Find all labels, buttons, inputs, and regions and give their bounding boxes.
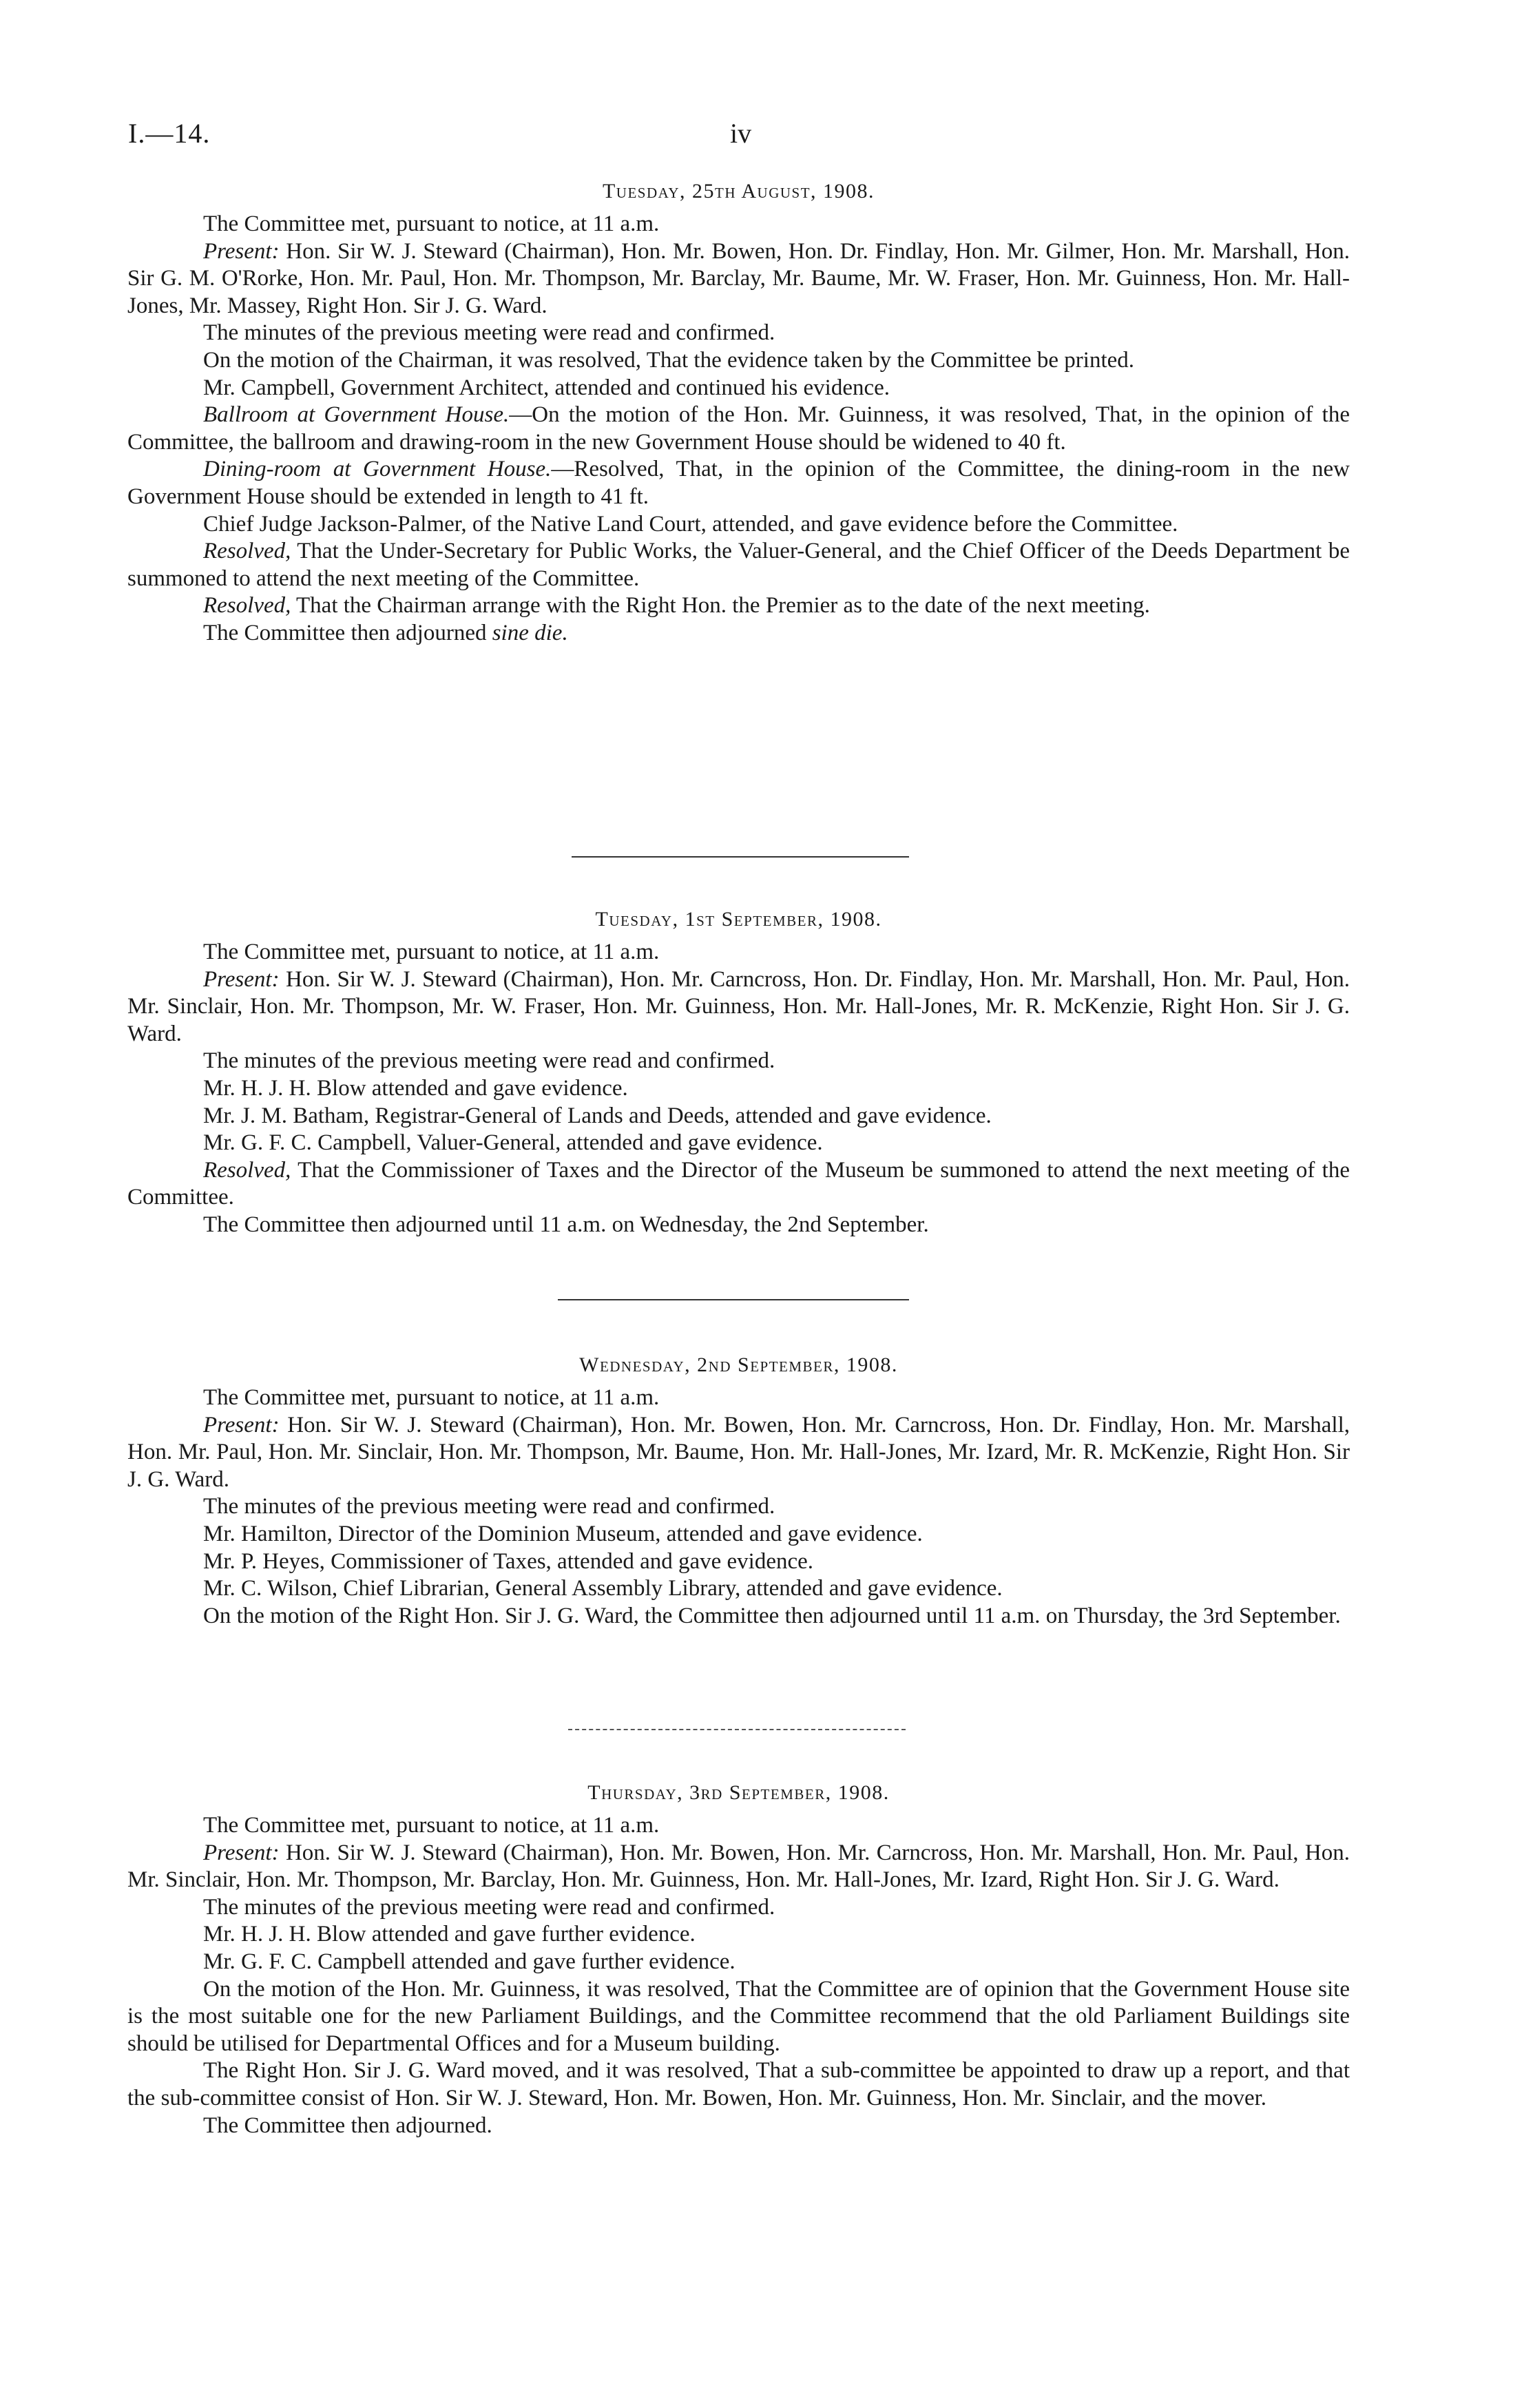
paragraph: On the motion of the Chairman, it was resolved, That the evidence taken by the Committee be printed.	[203, 347, 1135, 373]
paragraph: The Committee met, pursuant to notice, at 11 a.m.	[203, 1385, 660, 1410]
paragraph: The minutes of the previous meeting were read and confirmed.	[203, 1048, 775, 1074]
paragraph: Mr. H. J. H. Blow attended and gave evidence.	[203, 1075, 628, 1101]
meeting-title: Wednesday, 2nd September, 1908.	[579, 1353, 898, 1376]
section-divider	[572, 856, 909, 858]
paragraph: The minutes of the previous meeting were read and confirmed.	[203, 1494, 775, 1519]
page-reference: I.—14.	[128, 118, 211, 149]
paragraph: Mr. G. F. C. Campbell, Valuer-General, attended and gave evidence.	[203, 1130, 823, 1156]
paragraph: The Committee met, pursuant to notice, at 11 a.m.	[203, 940, 660, 964]
paragraph: Mr. G. F. C. Campbell attended and gave further evidence.	[203, 1949, 735, 1974]
paragraph: Mr. C. Wilson, Chief Librarian, General Assembly Library, attended and gave evidence.	[203, 1576, 1003, 1601]
adjourned-paragraph: The Committee then adjourned until 11 a.m. on Wednesday, the 2nd September.	[203, 1212, 929, 1237]
paragraph: Mr. J. M. Batham, Registrar-General of Lands and Deeds, attended and gave evidence.	[203, 1103, 992, 1128]
resolved-paragraph: Resolved, That the Commissioner of Taxes and the Director of the Museum be summoned to attend the next meeting of the Committee.	[127, 1157, 1350, 1210]
resolution-paragraph: On the motion of the Hon. Mr. Guinness, it was resolved, That the Committee are of opinion that the Government House site is the most suitable one for the new Parliament Buildings, and the Committee recommend that the old Parliament Buildings site should be utilised for Departmental Offices and for a Museum building.	[127, 1976, 1350, 2056]
meeting-2-september	[127, 1351, 1350, 1630]
ballroom-paragraph: Ballroom at Government House.—On the motion of the Hon. Mr. Guinness, it was resolved, That, in the opinion of the Committee, the ballroom and drawing-room in the new Government House should be widened to 40 ft.	[127, 402, 1350, 455]
paragraph: Chief Judge Jackson-Palmer, of the Native Land Court, attended, and gave evidence before the Committee.	[203, 511, 1178, 537]
adjourned-paragraph: The Committee then adjourned.	[203, 2113, 492, 2138]
present-paragraph: Present: Hon. Sir W. J. Steward (Chairman), Hon. Mr. Bowen, Hon. Mr. Carncross, Hon. Mr. Marshall, Hon. Mr. Paul, Hon. Mr. Sinclair, Hon. Mr. Thompson, Mr. Barclay, Hon. Mr. Guinness, Hon. Mr. Hall-Jones, Mr. Izard, Right Hon. Sir J. G. Ward.	[127, 1840, 1350, 1893]
paragraph: The minutes of the previous meeting were read and confirmed.	[203, 320, 775, 346]
resolved-paragraph: Resolved, That the Chairman arrange with the Right Hon. the Premier as to the date of the next meeting.	[203, 593, 1150, 619]
resolved-paragraph: Resolved, That the Under-Secretary for Public Works, the Valuer-General, and the Chief Officer of the Deeds Department be summoned to attend the next meeting of the Committee.	[127, 539, 1350, 591]
page-header	[124, 117, 1350, 158]
subcommittee-paragraph: The Right Hon. Sir J. G. Ward moved, and it was resolved, That a sub-committee be appointed to draw up a report, and that the sub-committee consist of Hon. Sir W. J. Steward, Hon. Mr. Bowen, Hon. Mr. Guinness, Hon. Mr. Sinclair, and the mover.	[127, 2058, 1350, 2110]
present-paragraph: Present: Hon. Sir W. J. Steward (Chairman), Hon. Mr. Carncross, Hon. Dr. Findlay, Hon. Mr. Marshall, Hon. Mr. Paul, Hon. Mr. Sinclair, Hon. Mr. Thompson, Mr. W. Fraser, Hon. Mr. Guinness, Hon. Mr. Hall-Jones, Mr. R. McKenzie, Right Hon. Sir J. G. Ward.	[127, 966, 1350, 1046]
meeting-25-august	[127, 178, 1350, 647]
meeting-1-september	[127, 906, 1350, 1239]
meeting-3-september	[127, 1779, 1350, 2139]
paragraph: Mr. H. J. H. Blow attended and gave further evidence.	[203, 1922, 696, 1947]
paragraph: The Committee met, pursuant to notice, at 11 a.m.	[203, 1813, 660, 1838]
meeting-title: Tuesday, 1st September, 1908.	[595, 908, 882, 931]
meeting-title: Thursday, 3rd September, 1908.	[587, 1781, 890, 1804]
paragraph: Mr. Hamilton, Director of the Dominion Museum, attended and gave evidence.	[203, 1521, 923, 1546]
paragraph: The minutes of the previous meeting were read and confirmed.	[203, 1894, 775, 1920]
dining-room-paragraph: Dining-room at Government House.—Resolved, That, in the opinion of the Committee, the dining-room in the new Government House should be extended in length to 41 ft.	[127, 457, 1350, 509]
paragraph: The Committee met, pursuant to notice, at 11 a.m.	[203, 211, 660, 236]
adjourned-paragraph: On the motion of the Right Hon. Sir J. G. Ward, the Committee then adjourned until 11 a.m. on Thursday, the 3rd September.	[203, 1603, 1341, 1628]
section-divider	[558, 1299, 909, 1300]
paragraph: Mr. P. Heyes, Commissioner of Taxes, attended and gave evidence.	[203, 1548, 814, 1574]
adjourned-paragraph: The Committee then adjourned sine die.	[203, 620, 568, 645]
section-divider	[568, 1729, 906, 1730]
page-number: iv	[730, 118, 752, 149]
meeting-title: Tuesday, 25th August, 1908.	[602, 180, 875, 203]
present-paragraph: Present: Hon. Sir W. J. Steward (Chairman), Hon. Mr. Bowen, Hon. Mr. Carncross, Hon. Dr. Findlay, Hon. Mr. Marshall, Hon. Mr. Paul, Hon. Mr. Sinclair, Hon. Mr. Thompson, Mr. Baume, Hon. Mr. Hall-Jones, Mr. Izard, Mr. R. McKenzie, Right Hon. Sir J. G. Ward.	[127, 1412, 1350, 1492]
present-paragraph: Present: Hon. Sir W. J. Steward (Chairman), Hon. Mr. Bowen, Hon. Dr. Findlay, Hon. Mr. Gilmer, Hon. Mr. Marshall, Hon. Sir G. M. O'Rorke, Hon. Mr. Paul, Hon. Mr. Thompson, Mr. Barclay, Mr. Baume, Mr. W. Fraser, Hon. Mr. Guinness, Hon. Mr. Hall-Jones, Mr. Massey, Right Hon. Sir J. G. Ward.	[127, 238, 1350, 318]
paragraph: Mr. Campbell, Government Architect, attended and continued his evidence.	[203, 375, 890, 400]
